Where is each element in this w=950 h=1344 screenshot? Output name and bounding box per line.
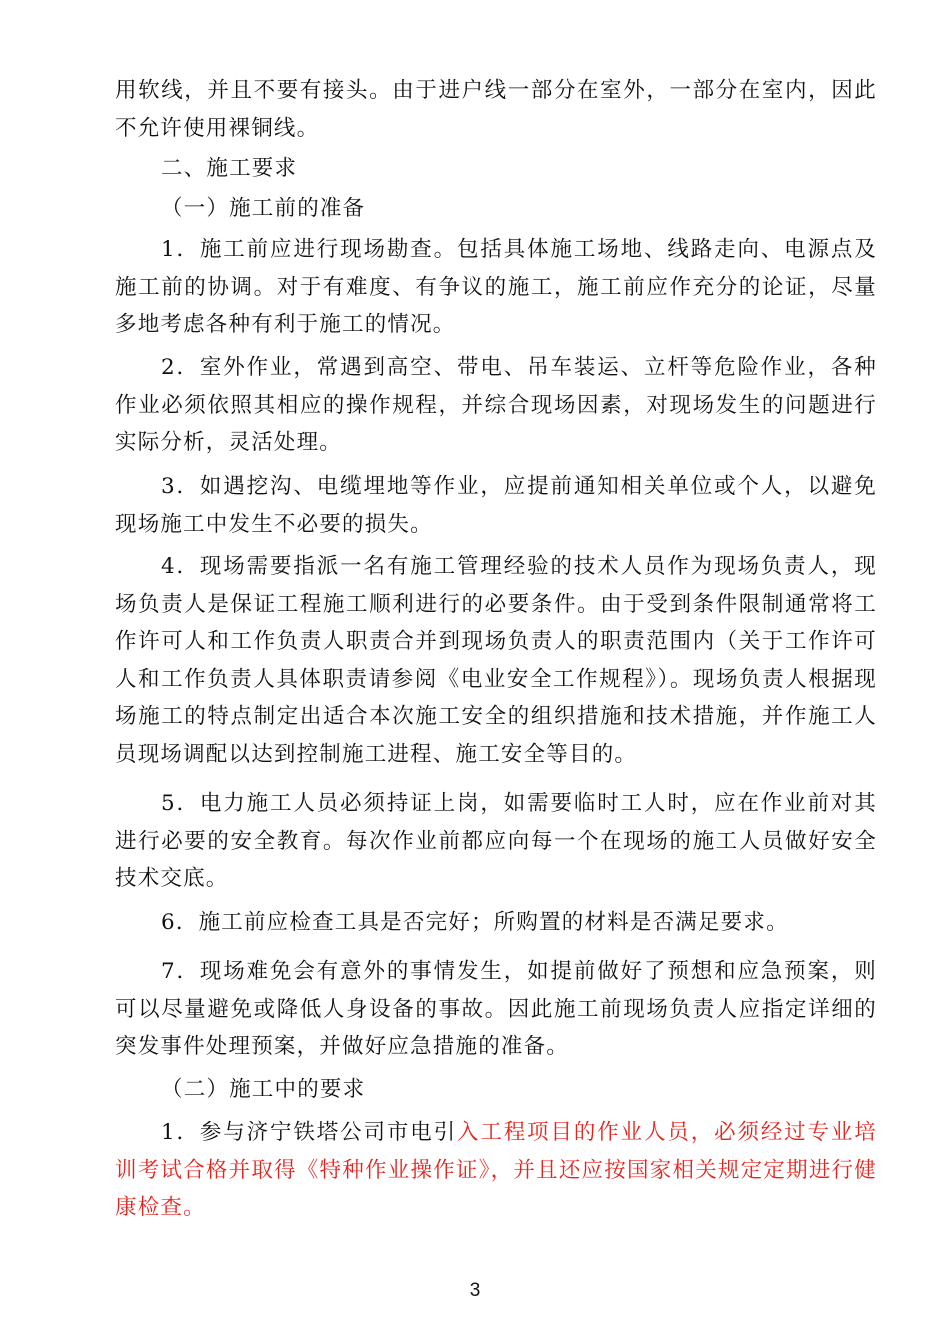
subsection-heading: （一）施工前的准备 [161,196,366,221]
subsection-heading: （二）施工中的要求 [161,1077,366,1102]
highlighted-text: 入工程项目的作业人员，必须经过专业培训考试合格并取得《特种作业操作证》，并且还应按国家相关规定定期进行健康检查。 [115,1120,877,1220]
page-number: 3 [469,1280,481,1301]
list-item: 1．施工前应进行现场勘查。包括具体施工场地、线路走向、电源点及施工前的协调。对于有难度、有争议的施工，施工前应作充分的论证，尽量多地考虑各种有利于施工的情况。 [115,237,877,337]
list-item: 2．室外作业，常遇到高空、带电、吊车装运、立杆等危险作业，各种作业必须依照其相应的操作规程，并综合现场因素，对现场发生的问题进行实际分析，灵活处理。 [115,355,877,455]
item-text: 1．参与济宁铁塔公司市电引 [161,1120,457,1145]
paragraph-continuation: 用软线，并且不要有接头。由于进户线一部分在室外，一部分在室内，因此不允许使用裸铜线。 [115,78,877,141]
list-item: 6．施工前应检查工具是否完好；所购置的材料是否满足要求。 [161,910,789,935]
list-item: 4．现场需要指派一名有施工管理经验的技术人员作为现场负责人，现场负责人是保证工程施工顺利进行的必要条件。由于受到条件限制通常将工作许可人和工作负责人职责合并到现场负责人的职责范围内（关于工作许可人和工作负责人具体职责请参阅《电业安全工作规程》）。现场负责人根据现场施工的特点制定出适合本次施工安全的组织措施和技术措施，并作施工人员现场调配以达到控制施工进程、施工安全等目的。 [115,554,877,767]
list-item [115,1114,877,1227]
list-item: 3．如遇挖沟、电缆埋地等作业，应提前通知相关单位或个人，以避免现场施工中发生不必要的损失。 [115,474,877,537]
list-item: 7．现场难免会有意外的事情发生，如提前做好了预想和应急预案，则可以尽量避免或降低人身设备的事故。因此施工前现场负责人应指定详细的突发事件处理预案，并做好应急措施的准备。 [115,959,877,1059]
list-item: 5．电力施工人员必须持证上岗，如需要临时工人时，应在作业前对其进行必要的安全教育。每次作业前都应向每一个在现场的施工人员做好安全技术交底。 [115,791,877,891]
section-heading: 二、施工要求 [161,156,298,181]
